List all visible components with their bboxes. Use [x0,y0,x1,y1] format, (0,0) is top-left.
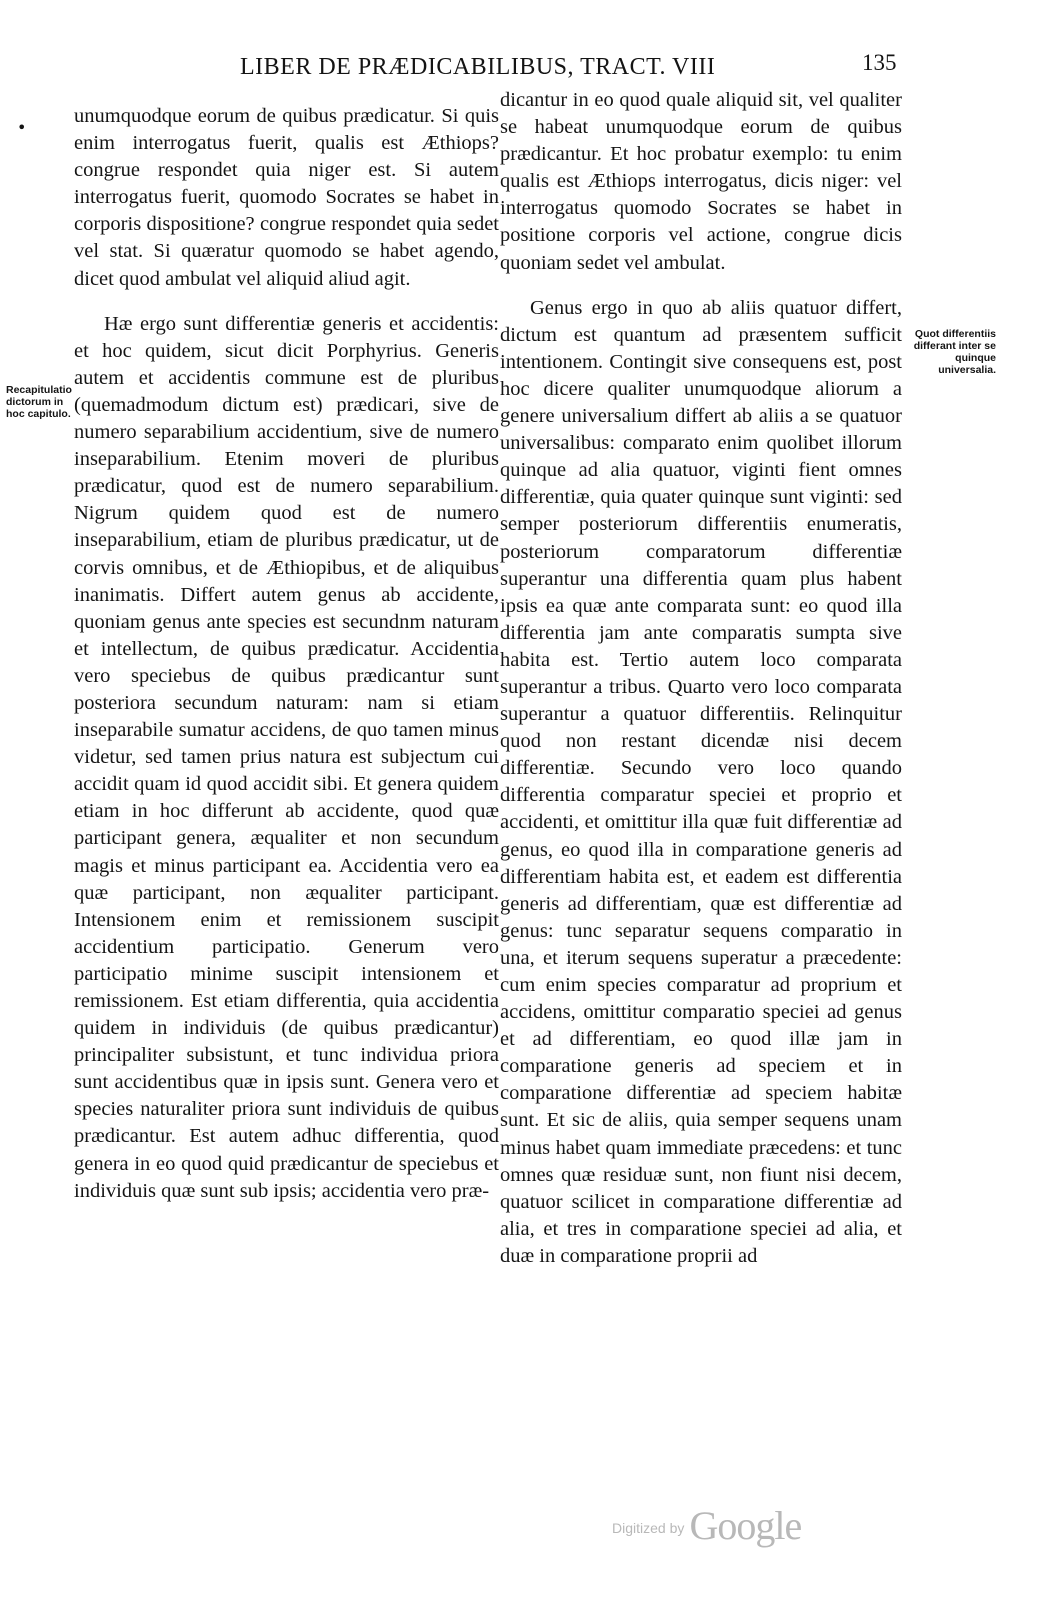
right-paragraph-2: Genus ergo in quo ab aliis quatuor differt, dictum est quantum ad præsentem sufficit intentionem. Contingit sive consequens est, post hoc dicere qualiter unumquodque aliorum a genere universalium differt ab aliis a se quatuor universalibus: comparato enim quolibet illorum quinque ad alia quatuor, viginti fient omnes differentiæ, quia quater quinque sunt viginti: sed semper posteriorum differentiis enumeratis, posteriorum comparatorum differentiæ superantur una differentia quam plus habent ipsis ea quæ ante comparata sunt: eo quod illa differentia jam ante comparatis sumpta sive habita est. Tertio autem loco comparata superantur a tribus. Quarto vero loco comparata superantur a quatuor differentiis. Relinquitur quod non restant dicendæ nisi decem differentiæ. Secundo vero loco quando differentia comparatur speciei et proprio et accidenti, et omittitur illa quæ fuit differentiæ ad genus, eo quod illa in comparatione generis ad differentiam habita est, et eadem est differentia generis ad differentiam, quæ est differentiæ ad genus: tunc separatur sequens comparatio in una, et iterum sequens superatur a præcedente: cum enim species comparatur ad proprium et accidens, omittitur comparatio speciei ad genus et ad differentiam, eo quod illæ jam in comparatione generis ad speciem et in comparatione differentiæ ad speciem habitæ sunt. Et sic de aliis, quia semper sequens unam minus habet quam immediate præcedens: et tunc omnes quæ residuæ sunt, non fiunt nisi decem, quatuor scilicet in comparatione differentiæ ad alia, et tres in comparatione speciei ad alia, et duæ in comparatione proprii ad [500,296,902,1267]
right-column [500,87,902,1270]
google-logo: Google [689,1503,802,1548]
running-title: LIBER DE PRÆDICABILIBUS, TRACT. VIII [240,54,716,80]
right-paragraph-1: dicantur in eo quod quale aliquid sit, vel qualiter se habeat unumquodque eorum de quibus prædicantur. Et hoc probatur exemplo: tu enim qualis est Æthiops interrogatus, dicis niger: vel interrogatus quomodo Socrates se habet in positione corporis vel actione, congrue dicis quoniam sedet vel ambulat. [500,89,902,274]
margin-note-quot-differentiis: Quot differentiis differant inter se quinque universalia. [913,328,996,376]
left-paragraph-1: unumquodque eorum de quibus prædicatur. Si quis enim interrogatus fuerit, qualis est Æthiops? congrue respondet quia niger est. Si autem interrogatus fuerit, quomodo Socrates se habet in corporis dispositione? congrue respondet quia sedet vel stat. Si quæratur quomodo se habet agendo, dicet quod ambulat vel aliquid aliud agit. [74,105,499,290]
left-paragraph-2: Hæ ergo sunt differentiæ generis et accidentis: et hoc quidem, sicut dicit Porphyrius. Generis autem et accidentis commune est de pluribus (quemadmodum dictum est) prædicari, sive de numero separabilium accidentium, sive de numero inseparabilium. Etenim moveri de pluribus prædicatur, quod est de numero separabilium. Nigrum quidem quod est de numero inseparabilium, etiam de pluribus prædicatur, ut de corvis omnibus, et de Æthiopibus, et de aliquibus inanimatis. Differt autem genus ab accidente, quoniam genus ante species est secundnm naturam et intellectum, de quibus prædicatur. Accidentia vero speciebus de quibus prædicantur sunt posteriora secundum naturam: nam si etiam inseparabile sumatur accidens, de quo tamen minus videtur, sed tamen prius natura est subjectum cui accidit quam id quod accidit sibi. Et genera quidem etiam in hoc differunt ab accidente, quod quæ participant genera, æqualiter et non secundum magis et minus participant ea. Accidentia vero ea quæ participant, non æqualiter participant. Intensionem enim et remissionem suscipit accidentium participatio. Generum vero participatio minime suscipit intensionem et remissionem. Est etiam differentia, quia accidentia quidem in individuis (de quibus prædicantur) principaliter subsistunt, et tunc individua priora sunt accidentibus quæ in ipsis sunt. Genera vero et species naturaliter priora sunt individuis de quibus prædicantur. Est autem adhuc differentia, quod genera in eo quod quid prædicantur de speciebus et individuis quæ sunt sub ipsis; accidentia vero præ- [74,312,499,1202]
stray-mark: • [17,118,27,137]
margin-note-recapitulatio: Recapitulatio dictorum in hoc capitulo. [6,384,72,420]
left-column [74,103,499,1205]
digitized-watermark [612,1502,801,1549]
watermark-prefix: Digitized by [612,1520,685,1536]
page-number: 135 [862,50,897,75]
